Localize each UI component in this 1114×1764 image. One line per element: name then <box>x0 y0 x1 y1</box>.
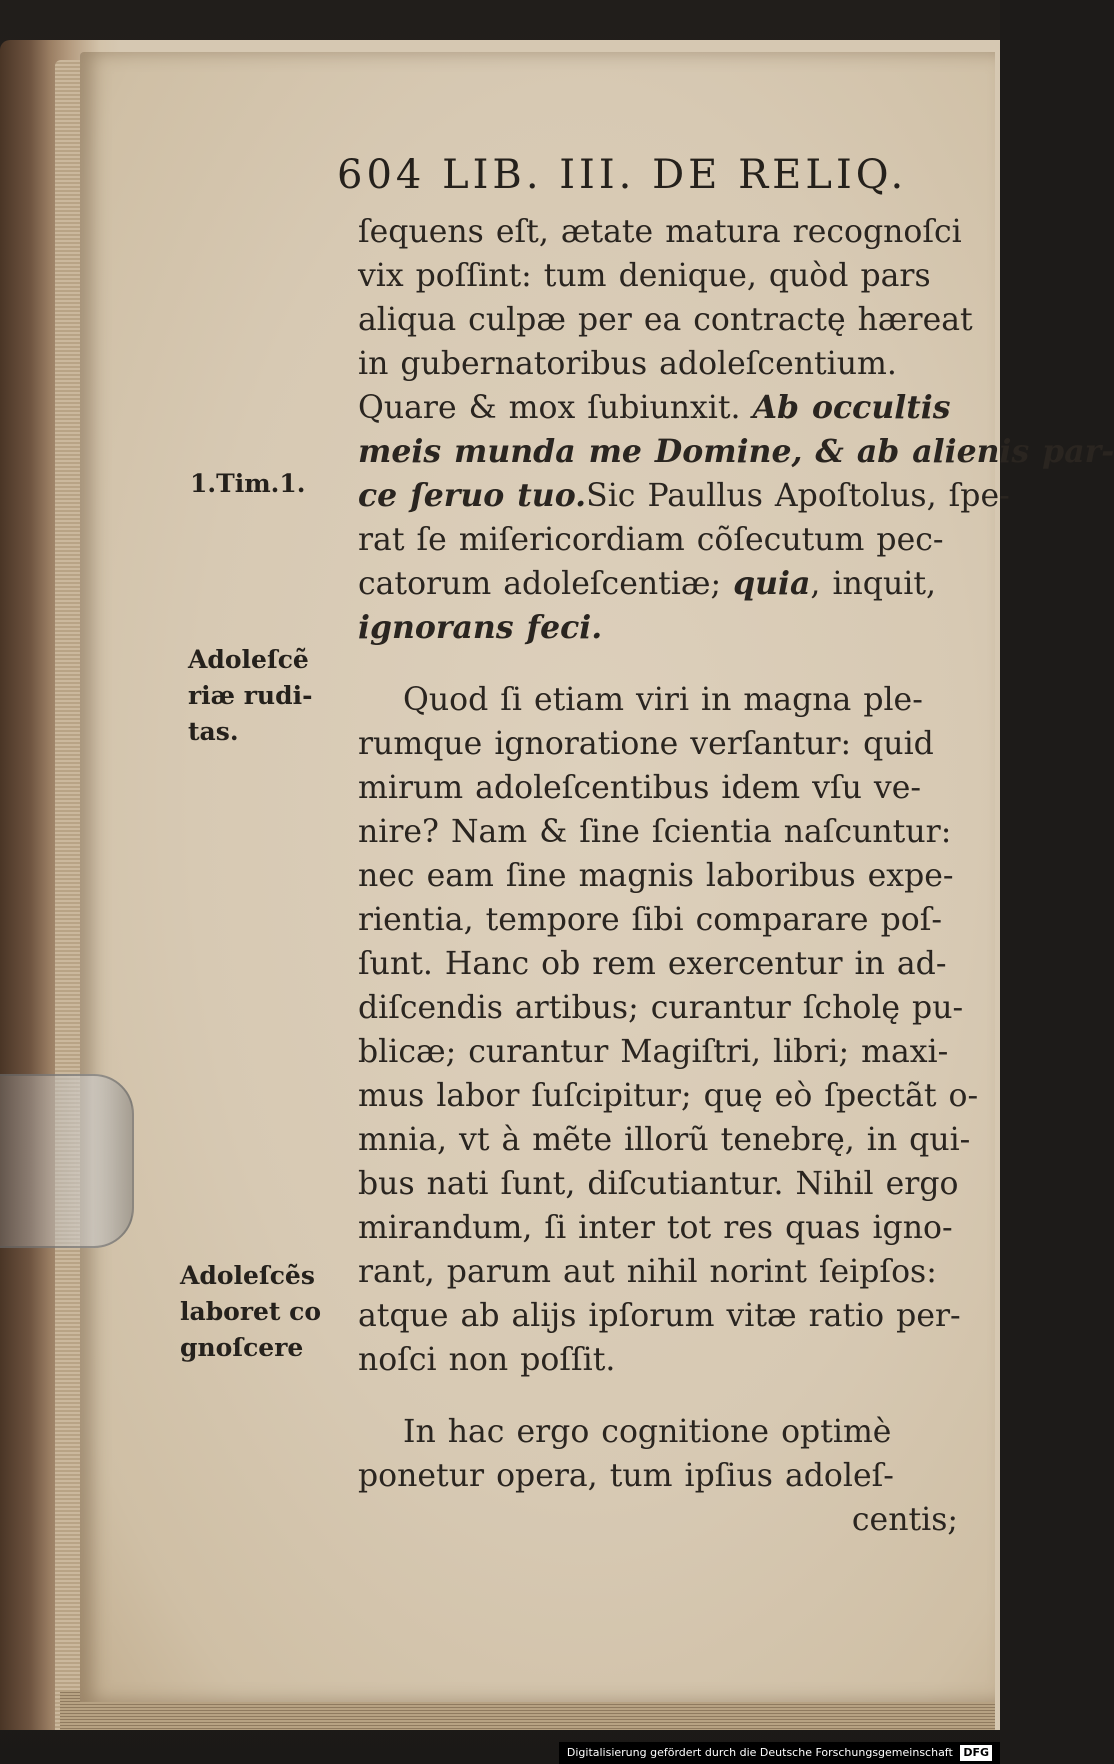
text-line: In hac ergo cognitione optimè <box>403 1414 892 1450</box>
text-line: mirandum, ſi inter tot res quas igno- <box>358 1210 953 1246</box>
body-text <box>358 210 1114 1542</box>
margin-note-line: laboret co <box>180 1297 322 1326</box>
margin-note-timothy: 1.Tim.1. <box>190 469 306 498</box>
text-line: mnia, vt à mẽte illorũ tenebrę, in qui- <box>358 1122 971 1158</box>
text-line: mirum adoleſcentibus idem vſu ve- <box>358 770 921 806</box>
text-line <box>358 562 958 606</box>
digitization-credit: Digitalisierung gefördert durch die Deutsche Forschungsgemeinschaft <box>566 1746 953 1759</box>
running-header: 604 LIB. III. DE RELIQ. <box>337 152 908 198</box>
margin-note-line: riæ rudi- <box>188 681 313 710</box>
margin-note-adolescens <box>180 1258 321 1366</box>
margin-note-line: tas. <box>188 717 239 746</box>
text-line: rant, parum aut nihil norint ſeipſos: <box>358 1254 937 1290</box>
margin-note-line: gnoſcere <box>180 1333 304 1362</box>
text-line: rientia, tempore ſibi comparare poſ- <box>358 902 942 938</box>
text-span: , inquit, <box>810 566 937 602</box>
text-span: Sic Paullus Apoſtolus, ſpe- <box>586 478 1010 514</box>
text-span: Quare & mox ſubiunxit. <box>358 390 741 426</box>
text-line: atque ab alijs ipſorum vitæ ratio per- <box>358 1298 961 1334</box>
digitization-credit-bar <box>559 1742 1000 1764</box>
text-line: in gubernatoribus adoleſcentium. <box>358 346 897 382</box>
text-line: nire? Nam & ſine ſcientia naſcuntur: <box>358 814 952 850</box>
text-line: ſequens eſt, ætate matura recognoſci <box>358 214 962 250</box>
italic-quote: Ab occultis <box>752 389 951 426</box>
text-line: vix poſſint: tum denique, quòd pars <box>358 258 931 294</box>
text-line: ponetur opera, tum ipſius adoleſ- <box>358 1458 894 1494</box>
text-line: noſci non poſſit. <box>358 1342 616 1378</box>
dfg-logo: DFG <box>960 1745 992 1761</box>
margin-note-adolescentiae <box>188 642 312 750</box>
page-clip <box>0 1074 134 1248</box>
text-line <box>358 474 1010 518</box>
text-line: nec eam ſine magnis laboribus expe- <box>358 858 954 894</box>
text-line <box>358 386 958 430</box>
text-line: mus labor ſuſcipitur; quę eò ſpectãt o- <box>358 1078 979 1114</box>
margin-note-line: Adoleſcẽ <box>188 645 309 674</box>
text-line: ignorans feci. <box>358 609 603 646</box>
text-line: rumque ignoratione verſantur: quid <box>358 726 934 762</box>
text-line: blicæ; curantur Magiſtri, libri; maxi- <box>358 1034 949 1070</box>
text-line: rat ſe miſericordiam cõſecutum pec- <box>358 522 944 558</box>
margin-note-line: Adoleſcẽs <box>180 1261 315 1290</box>
text-line: meis munda me Domine, & ab alienis par- <box>358 433 1114 470</box>
text-line: Quod ſi etiam viri in magna ple- <box>403 682 923 718</box>
text-span: catorum adoleſcentiæ; <box>358 566 722 602</box>
text-line: aliqua culpæ per ea contractę hæreat <box>358 302 973 338</box>
italic-word: quia <box>733 565 811 602</box>
text-line: bus nati ſunt, diſcutiantur. Nihil ergo <box>358 1166 959 1202</box>
catchword: centis; <box>851 1502 958 1538</box>
text-line: ſunt. Hanc ob rem exercentur in ad- <box>358 946 947 982</box>
italic-quote: ce ſeruo tuo. <box>358 477 587 514</box>
text-line: diſcendis artibus; curantur ſcholę pu- <box>358 990 964 1026</box>
